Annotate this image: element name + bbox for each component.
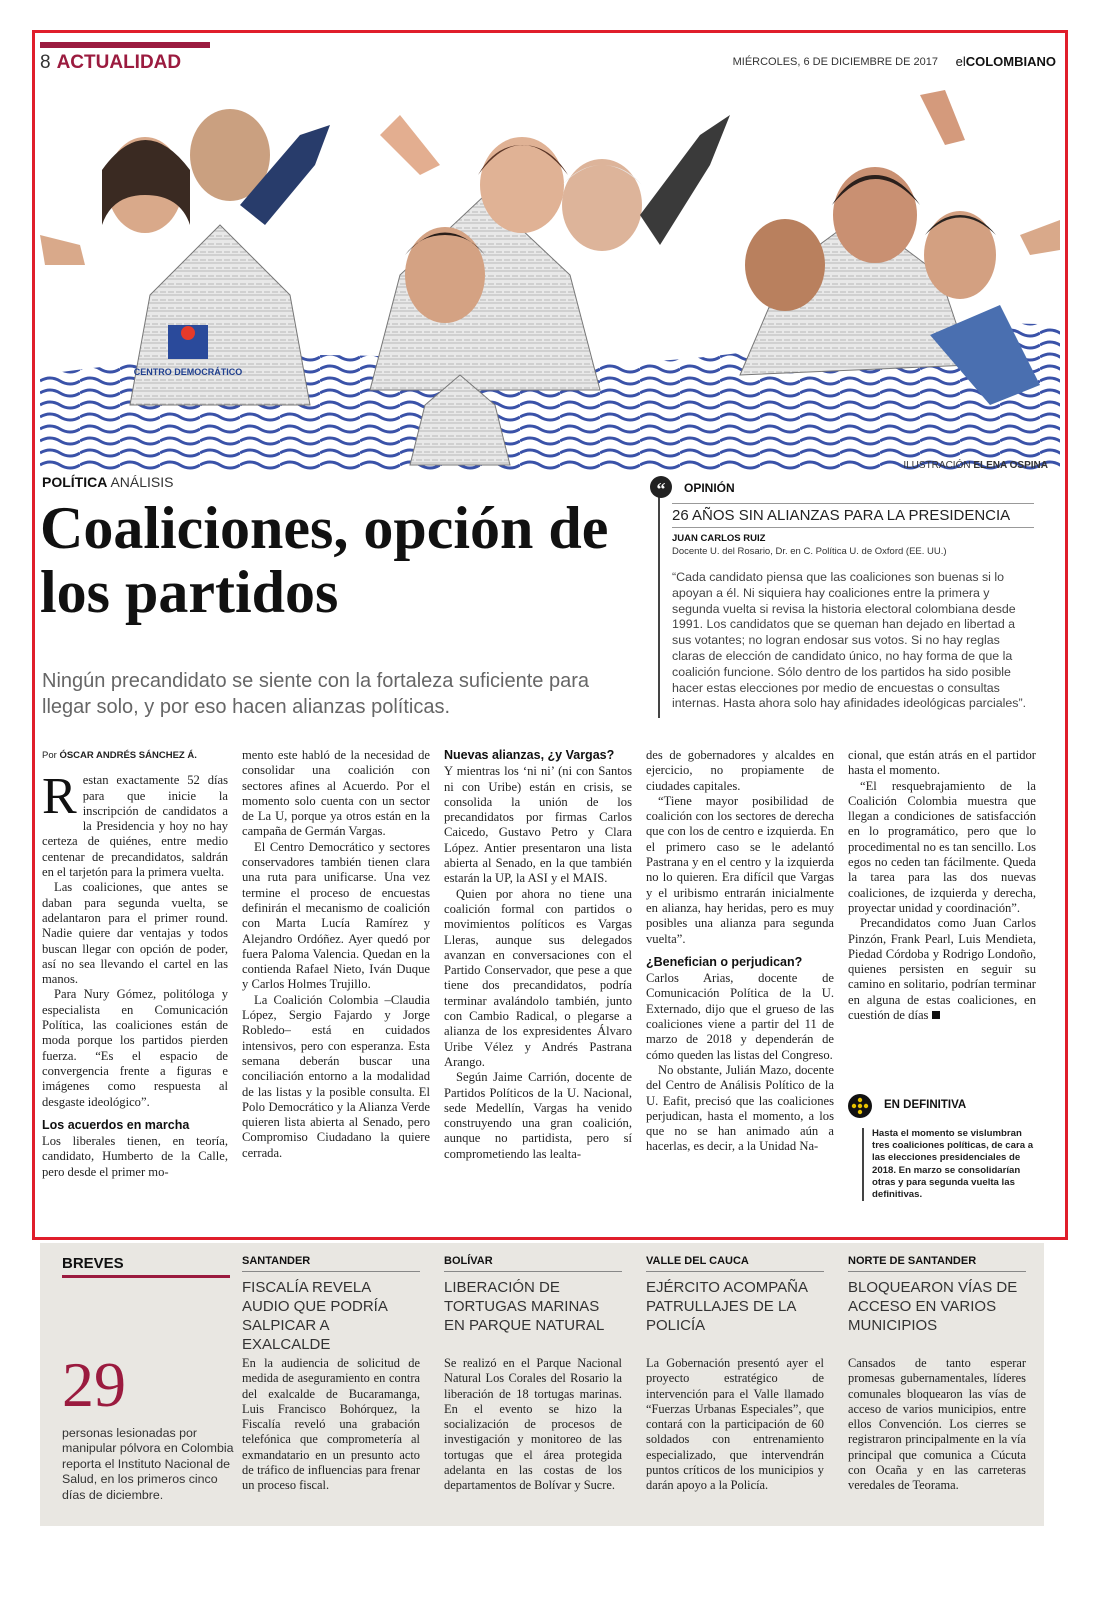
subhead: Nuevas alianzas, ¿y Vargas? <box>444 748 615 762</box>
opinion-text: “Cada candidato piensa que las coaliciones son buenas si lo apoyan a él. Ni siquiera hay coaliciones entre la primera y segunda vuelta si revisa la historia electoral colombiana desde 1991. Los candidatos que se queman han dejado en libertad a sus votantes; no logran endosar sus votos. Si no hay reglas claras de elección de candidato único, no hay forma de que la coalición funcione. Sólo dentro de los partidos ha sido posible hacer estas elecciones por medio de encuestas o consultas internas. Hasta ahora solo hay afinidades ideológicas parciales”. <box>672 570 1027 711</box>
politician-face <box>562 159 642 251</box>
dropcap: R <box>42 768 77 826</box>
paper-boat-center <box>370 115 730 390</box>
cross-dots-icon <box>848 1094 872 1118</box>
illustration-boats <box>40 75 1060 470</box>
paragraph: cional, que están atrás en el partidor hasta el momento. <box>848 748 1036 778</box>
section-title: ACTUALIDAD <box>56 52 182 73</box>
kicker <box>42 474 174 490</box>
brief-text: Se realizó en el Parque Nacional Natural Los Corales del Rosario la liberación de 18 tortugas marinas. En el evento se hizo la socialización de procesos de investigación y monitoreo de las tortugas que el área protegida adelanta en las costas de los departamentos de Bolívar y Sucre. <box>444 1356 622 1493</box>
brief-region: SANTANDER <box>242 1255 420 1272</box>
en-definitiva-text: Hasta el momento se vislumbran tres coaliciones políticas, de cara a las elecciones presidenciales de 2018. En marzo se consolidarían otras y para segunda vuelta las definitivas. <box>862 1128 1040 1201</box>
brief-region: BOLÍVAR <box>444 1255 622 1272</box>
kicker-sub: ANÁLISIS <box>110 474 174 490</box>
politician-face <box>480 137 564 233</box>
subhead: Los acuerdos en marcha <box>42 1117 190 1132</box>
brief-text: En la audiencia de solicitud de medida de aseguramiento en contra del exalcalde de Bucaramanga, Luis Francisco Bohórquez, la Fiscalía reveló una grabación telefónica que comprometería al exmandatario en un presunto acto de tráfico de influencias para frenar un proceso fiscal. <box>242 1356 420 1493</box>
paragraph-text: Precandidatos como Juan Carlos Pinzón, Frank Pearl, Luis Mendieta, Piedad Córdoba y Rodrigo Londoño, quienes persisten en seguir su camino en solitario, podrían terminar en alguna de estas coaliciones, en cuestión de días <box>848 916 1036 1023</box>
body-column-2 <box>242 748 430 1161</box>
paragraph <box>42 768 228 880</box>
breves-underline <box>62 1275 230 1278</box>
opinion-author: JUAN CARLOS RUIZ <box>672 533 766 544</box>
brief-title: FISCALÍA REVELA AUDIO QUE PODRÍA SALPICAR A EXALCALDE <box>242 1279 388 1353</box>
paragraph <box>848 916 1036 1023</box>
body-column-5 <box>848 748 1036 1023</box>
paragraph: El Centro Democrático y sectores conservadores también tienen clara una ruta para unificarse. Una vez termine el proceso de encuestas definirán el mecanismo de coalición con Marta Lucía Ramírez y Alejandro Ordóñez. Ayer quedó por fuera Paloma Valencia. Quedan en la contienda Rafael Nieto, Iván Duque y Carlos Holmes Trujillo. <box>242 839 430 992</box>
illustration-credit <box>903 460 1048 471</box>
body-column-3 <box>444 748 632 1162</box>
end-mark-icon <box>932 1011 940 1019</box>
paragraph: Las coaliciones, que antes se daban para segunda vuelta, se adelantaron para el primer round. Nadie quiere dar ventajas y todos buscan llegar con opción de poder, así no sea llevando el cartel en las manos. <box>42 880 228 987</box>
paragraph: mento este habló de la necesidad de consolidar una coalición con sectores afines al Acuerdo. Por el momento solo cuenta con un sector de La U, porque ya otros están en la campaña de Germán Vargas. <box>242 748 430 839</box>
brief-item <box>444 1255 622 1494</box>
paper-boat-left <box>102 109 330 405</box>
subhead: ¿Benefician o perjudican? <box>646 954 803 969</box>
opinion-credentials: Docente U. del Rosario, Dr. en C. Política U. de Oxford (EE. UU.) <box>672 546 947 557</box>
byline-prefix: Por <box>42 750 57 761</box>
politician-face <box>833 167 917 263</box>
brief-item <box>646 1255 824 1494</box>
paper-boat-right <box>740 90 1040 405</box>
logo-text: CENTRO DEMOCRÁTICO <box>133 367 243 377</box>
dateline: MIÉRCOLES, 6 DE DICIEMBRE DE 2017 <box>732 56 938 68</box>
paragraph: Según Jaime Carrión, docente de Partidos Políticos de la U. Nacional, sede Medellín, Vargas ha venido construyendo una gran coalición, aunque no partidista, pero sí comprometiendo las lealta- <box>444 1070 632 1161</box>
big-number: 29 <box>62 1349 126 1420</box>
body-column-4 <box>646 748 834 1155</box>
breves-label: BREVES <box>62 1255 124 1272</box>
brief-region: VALLE DEL CAUCA <box>646 1255 824 1272</box>
paragraph: Quien por ahora no tiene una coalición formal con partidos o movimientos políticos es Vargas Lleras, aunque sus delegados avanzan en conversaciones con el Partido Conservador, que pese a que tiene dos precandidatos, podría terminar avalándolo también, junto con Cambio Radical, o plegarse a alianza de los expresidentes Álvaro Uribe Vélez y Andrés Pastrana Arango. <box>444 886 632 1069</box>
big-number-text: personas lesionadas por manipular pólvora en Colombia reporta el Instituto Nacional de Salud, en los primeros cinco días de diciembre. <box>62 1426 234 1502</box>
brand-prefix: el <box>955 54 966 69</box>
paragraph: “El resquebrajamiento de la Coalición Colombia muestra que llegan a condiciones de satisfacción en lo programático, pero que lo procedimental no es tan sencillo. Los egos no ceden tan fácilmente. Queda la tarea para las dos nuevas coaliciones, de izquierda y derecha, proyectar unidad y coordinación”. <box>848 778 1036 915</box>
byline-name: ÓSCAR ANDRÉS SÁNCHEZ Á. <box>59 750 197 761</box>
paragraph: Y mientras los ‘ni ni’ (ni con Santos ni con Uribe) están en crisis, se consolida la unión de los precandidatos por firmas Carlos Caicedo, Gustavo Petro y Clara López. Antier presentaron una lista abierta al Senado, en la que también estarán la UP, la ASI y el MAIS. <box>444 764 632 886</box>
byline <box>42 748 228 763</box>
credit-label: ILUSTRACIÓN <box>903 460 971 471</box>
opinion-label: OPINIÓN <box>684 481 735 495</box>
credit-name: ELENA OSPINA <box>973 460 1048 471</box>
paragraph: Los liberales tienen, en teoría, candidato, Humberto de la Calle, pero desde el primer mo- <box>42 1134 228 1179</box>
page-number: 8 <box>40 52 51 73</box>
paragraph: “Tiene mayor posibilidad de coalición con los sectores de derecha que con los de centro e izquierda. En el primero caso se le adelantó Pastrana y en el centro y la izquierda no lo quieren. Era difícil que Vargas y el uribismo entrarán inicialmente en alianza, hay heridas, pero es muy posibles una alianza para segunda vuelta”. <box>646 793 834 946</box>
politician-face <box>745 219 825 311</box>
deck: Ningún precandidato se siente con la fortaleza suficiente para llegar solo, y por eso hacen alianzas políticas. <box>42 670 590 718</box>
kicker-main: POLÍTICA <box>42 474 108 490</box>
headline: Coaliciones, opción de los partidos <box>40 495 609 625</box>
quote-icon: “ <box>650 476 672 498</box>
paragraph: No obstante, Julián Mazo, docente del Centro de Análisis Político de la U. Eafit, precisó que las coaliciones perjudican, hasta el momento, a los que no se han animado aún a hacerlas, es decir, a la Unidad Na- <box>646 1062 834 1154</box>
politician-face <box>405 227 485 323</box>
body-column-1 <box>42 748 228 1180</box>
paragraph: Para Nury Gómez, politóloga y especialista en Comunicación Política, las coaliciones están de moda porque los partidos pierden fuerza. “Es el espacio de convergencia frente a figuras e imágenes como respuesta al desgaste ideológico”. <box>42 987 228 1109</box>
breves-section <box>40 1243 1044 1526</box>
paragraph: Carlos Arias, docente de Comunicación Política de la U. Externado, dijo que el grueso de las coaliciones viene a partir del 11 de marzo de 2018 y dependerán de cómo queden las listas del Congreso. <box>646 971 834 1062</box>
brief-region: NORTE DE SANTANDER <box>848 1255 1026 1272</box>
section-bar <box>40 42 210 48</box>
brief-item <box>848 1255 1026 1494</box>
brief-text: Cansados de tanto esperar promesas gubernamentales, líderes comunales bloquearon las vías de acceso de varios municipios, entre ellos Convención. Los cierres se registraron principalmente en la vía principal que comunica a Cúcuta con Ocaña y en las carreteras veredales de Teorama. <box>848 1356 1026 1493</box>
masthead-brand <box>956 54 1056 69</box>
en-definitiva-label: EN DEFINITIVA <box>884 1099 967 1111</box>
brief-title: EJÉRCITO ACOMPAÑA PATRULLAJES DE LA POLICÍA <box>646 1279 808 1334</box>
brief-text: La Gobernación presentó ayer el proyecto estratégico de intervención para el Valle llamado “Fuerzas Urbanas Especiales”, que contará con la participación de 60 soldados con entrenamiento especializado, que intervendrán puntos críticos de los municipios y darán apoyo a la Policía. <box>646 1356 824 1493</box>
opinion-title: 26 AÑOS SIN ALIANZAS PARA LA PRESIDENCIA <box>672 503 1034 528</box>
paragraph-text: estan exactamente 52 días para que inicie la inscripción de candidatos a la Presidencia y hoy no hay certeza de quiénes, entre medio centenar de precandidatos, saldrán en el tarjetón para la primera vuelta. <box>42 773 228 880</box>
paragraph: des de gobernadores y alcaldes en ejercicio, no propiamente de ciudades capitales. <box>646 748 834 793</box>
brief-title: BLOQUEARON VÍAS DE ACCESO EN VARIOS MUNICIPIOS <box>848 1279 1018 1334</box>
brief-title: LIBERACIÓN DE TORTUGAS MARINAS EN PARQUE NATURAL <box>444 1279 605 1334</box>
paragraph: La Coalición Colombia –Claudia López, Sergio Fajardo y Jorge Robledo– está en cuidados intensivos, pero con esperanza. Esta semana deberán buscar una conciliación entorno a la modalidad de las listas y la posible consulta. El Polo Democrático y la Alianza Verde quieren lista abierta al Senado, pero Compromiso Ciudadano la quiere cerrada. <box>242 992 430 1160</box>
section-header <box>40 52 181 74</box>
brand-name: COLOMBIANO <box>965 54 1056 69</box>
brief-item <box>242 1255 420 1494</box>
